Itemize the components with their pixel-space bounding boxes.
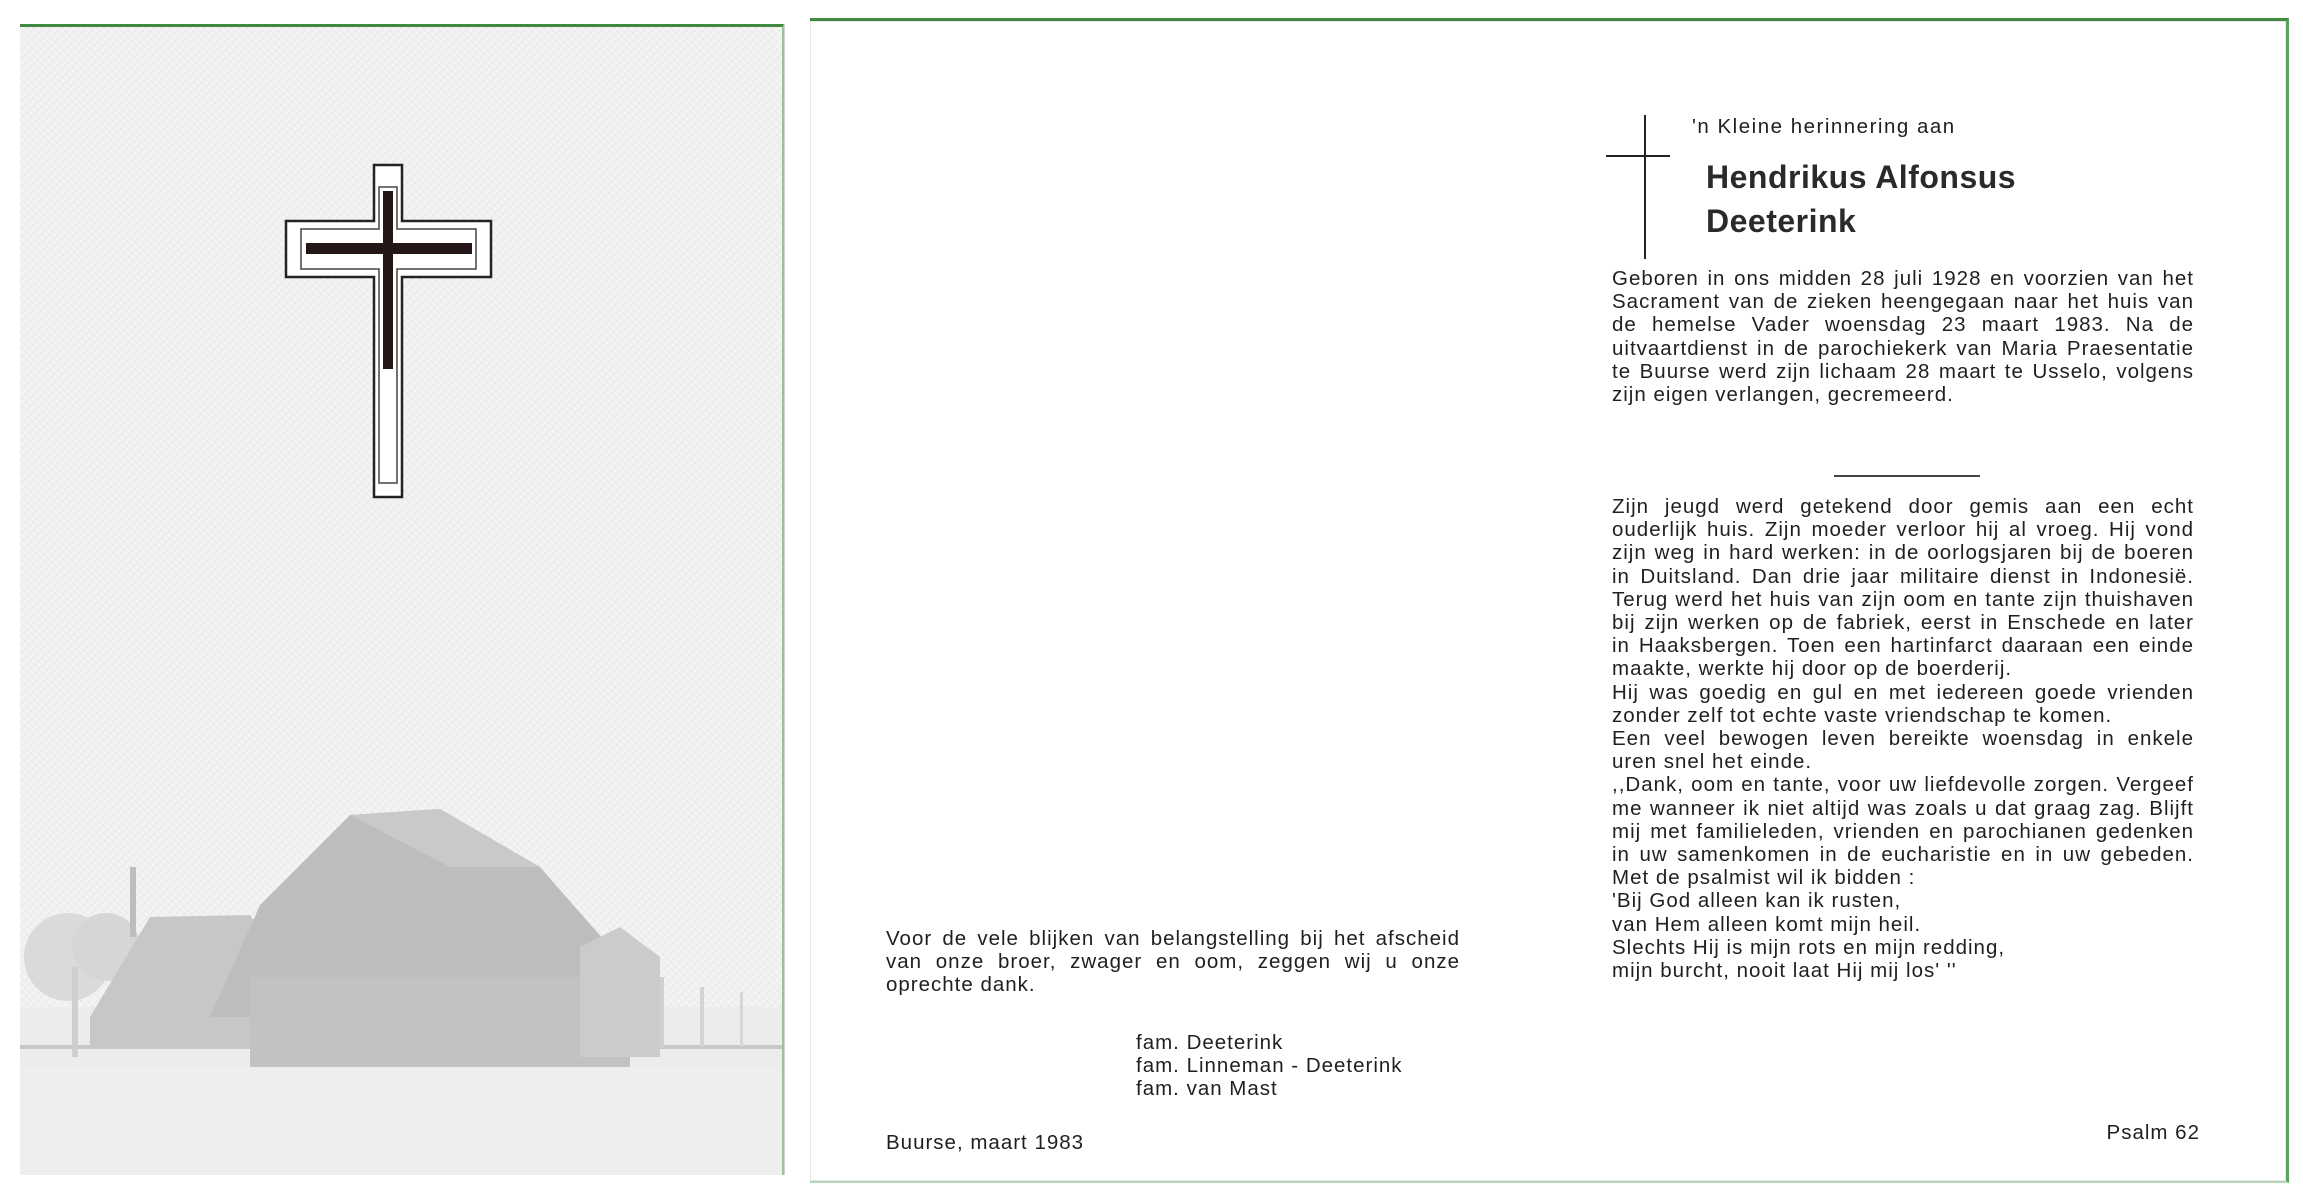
name-line-2: Deeterink bbox=[1706, 203, 1857, 239]
cross-icon bbox=[1606, 115, 1670, 259]
divider bbox=[1834, 475, 1980, 477]
psalm-reference: Psalm 62 bbox=[2106, 1121, 2200, 1144]
name-line-1: Hendrikus Alfonsus bbox=[1706, 159, 2017, 195]
farmhouse-landscape-icon bbox=[20, 807, 782, 1175]
family-list bbox=[1136, 1031, 1403, 1100]
family-name: fam. Linneman - Deeterink bbox=[1136, 1054, 1403, 1077]
inner-card bbox=[810, 18, 2289, 1183]
life-paragraph: Zijn jeugd werd getekend door gemis aan een echt ouderlijk huis. Zijn moeder verloor hij al vroeg. Hij vond zijn weg in hard werken: in de oorlogsjaren bij de boeren in Duitsland. Dan drie jaar militaire dienst in Indonesië. Terug werd het huis van zijn oom en tante zijn thuishaven bij zijn werken op de fabriek, eerst in Enschede en later in Haaksbergen. Toen een hartinfarct daaraan een einde maakte, werkte hij door op de boerderij. Hij was goedig en gul en met iedereen goede vrienden zonder zelf tot echte vaste vriendschap te komen. Een veel bewogen leven bereikte woensdag in enkele uren snel het einde. ,,Dank, oom en tante, voor uw liefdevolle zorgen. Vergeef me wanneer ik niet altijd was zoals u dat graag zag. Blijft mij met familieleden, vrienden en parochianen gedenken in uw samenkomen in de eucharistie en in uw gebeden. Met de psalmist wil ik bidden : 'Bij God alleen kan ik rusten, van Hem alleen komt mijn heil. Slechts Hij is mijn rots en mijn redding, mijn burcht, nooit laat Hij mij los' '' bbox=[1612, 495, 2194, 983]
latin-cross-icon bbox=[284, 163, 494, 501]
place-date: Buurse, maart 1983 bbox=[886, 1131, 1085, 1154]
deceased-name bbox=[1706, 155, 2016, 243]
family-name: fam. Deeterink bbox=[1136, 1031, 1284, 1054]
family-name: fam. van Mast bbox=[1136, 1077, 1278, 1100]
thanks-message: Voor de vele blijken van belangstelling bij het afscheid van onze broer, zwager en oom, zeggen wij u onze oprechte dank. bbox=[886, 927, 1460, 996]
birth-death-paragraph: Geboren in ons midden 28 juli 1928 en voorzien van het Sacrament van de zieken heengegaan naar het huis van de hemelse Vader woensdag 23 maart 1983. Na de uitvaartdienst in de parochiekerk van Maria Praesentatie te Buurse werd zijn lichaam 28 maart te Usselo, volgens zijn eigen verlangen, gecremeerd. bbox=[1612, 267, 2194, 407]
front-card bbox=[20, 24, 784, 1175]
intro-line: 'n Kleine herinnering aan bbox=[1692, 115, 1956, 138]
